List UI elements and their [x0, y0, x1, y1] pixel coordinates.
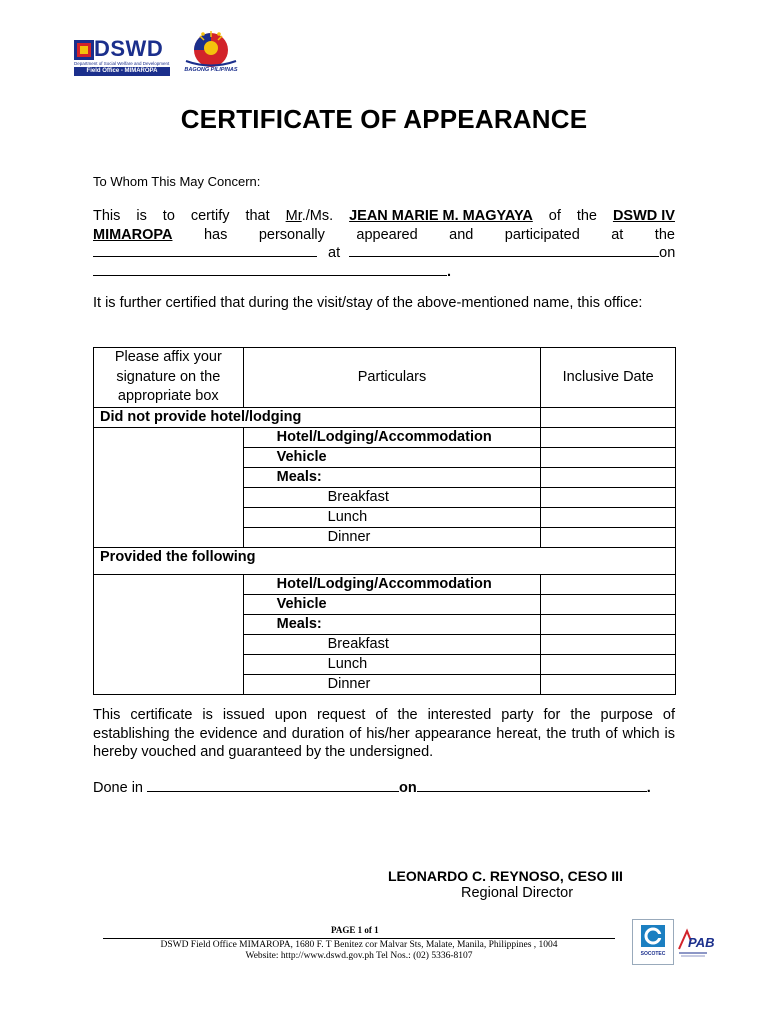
bagong-pilipinas-logo — [176, 28, 246, 78]
footer-divider — [103, 938, 615, 939]
appearee-name: JEAN MARIE M. MAGYAYA — [349, 208, 533, 224]
dswd-logo-text: DSWD — [94, 36, 164, 61]
signature-box[interactable] — [94, 574, 244, 694]
word: certify — [190, 208, 230, 224]
certify-line-3 — [93, 244, 675, 263]
particular-hotel: Hotel/Lodging/Accommodation — [243, 427, 541, 447]
header-inclusive-date: Inclusive Date — [541, 348, 676, 408]
word: at — [611, 226, 624, 243]
section-row — [94, 547, 676, 574]
table-row — [94, 574, 676, 594]
particular-lunch: Lunch — [243, 654, 541, 674]
date-cell[interactable] — [541, 674, 676, 694]
section-provided: Provided the following — [94, 547, 676, 574]
particular-hotel: Hotel/Lodging/Accommodation — [243, 574, 541, 594]
word: has — [203, 226, 228, 243]
honorific-mr: Mr — [285, 208, 302, 224]
particular-dinner: Dinner — [243, 527, 541, 547]
header-signature: Please affix your signature on the appropriate box — [94, 348, 244, 408]
page-number: PAGE 1 of 1 — [331, 925, 379, 935]
particular-breakfast: Breakfast — [243, 487, 541, 507]
date-cell[interactable] — [541, 614, 676, 634]
word: personally — [258, 226, 325, 243]
done-in-line — [93, 779, 651, 798]
period: . — [447, 263, 452, 280]
table-header-row — [94, 348, 676, 408]
footer-address-block — [103, 940, 615, 962]
dswd-field-office-label: Field Office - MIMAROPA — [74, 67, 170, 76]
certify-paragraph — [93, 207, 675, 281]
particular-meals: Meals: — [243, 614, 541, 634]
dswd-emblem-icon — [74, 40, 94, 60]
place-blank[interactable] — [147, 779, 399, 792]
word: of — [548, 208, 561, 224]
date-cell[interactable] — [541, 487, 676, 507]
date-cell[interactable] — [541, 594, 676, 614]
pab-accreditation-logo — [675, 921, 715, 961]
particular-meals: Meals: — [243, 467, 541, 487]
bagong-pilipinas-sun-icon — [176, 28, 246, 68]
word: to — [162, 208, 175, 224]
signature-box[interactable] — [94, 427, 244, 547]
issued-paragraph: This certificate is issued upon request of the interested party for the purpose of establishing the evidence and duration of his/her appearance hereat, the truth of which is hereby vouched and guaranteed by the undersigned. — [93, 707, 675, 760]
footer-address: DSWD Field Office MIMAROPA, 1680 F. T Benitez cor Malvar Sts, Malate, Manila, Philippines , 1004 — [160, 940, 558, 950]
venue-blank[interactable] — [349, 244, 659, 257]
done-in-label: Done in — [93, 780, 148, 796]
word: the — [654, 226, 675, 243]
date-cell[interactable] — [541, 527, 676, 547]
date-cell[interactable] — [541, 634, 676, 654]
header-particulars: Particulars — [243, 348, 541, 408]
section-row — [94, 407, 676, 427]
particular-vehicle: Vehicle — [243, 594, 541, 614]
socotec-certification-logo — [632, 919, 674, 965]
word: appeared — [356, 226, 418, 243]
date-cell[interactable] — [541, 467, 676, 487]
signatory-role: Regional Director — [461, 885, 574, 901]
date-blank[interactable] — [93, 263, 447, 276]
socotec-label: SOCOTEC — [640, 951, 666, 957]
footer-website: Website: http://www.dswd.gov.ph Tel Nos.: (02) 5336-8107 — [245, 951, 473, 961]
office-region: MIMAROPA — [93, 226, 173, 243]
date-cell[interactable] — [541, 427, 676, 447]
date-cell[interactable] — [541, 507, 676, 527]
activity-blank[interactable] — [93, 244, 317, 257]
honorific — [286, 207, 334, 226]
date-cell[interactable] — [541, 407, 676, 427]
word: is — [136, 208, 147, 224]
date-cell[interactable] — [541, 574, 676, 594]
signatory-name: LEONARDO C. REYNOSO, CESO III — [388, 868, 623, 884]
date-cell[interactable] — [541, 654, 676, 674]
dswd-logo — [70, 36, 174, 78]
dswd-logo-subtitle: Department of Social Welfare and Development — [74, 61, 170, 66]
particular-lunch: Lunch — [243, 507, 541, 527]
date-cell[interactable] — [541, 447, 676, 467]
bagong-pilipinas-text: BAGONG PILIPINAS — [184, 67, 238, 73]
certify-line-4 — [93, 263, 675, 282]
honorific-rest: ./Ms. — [301, 208, 334, 224]
period: . — [646, 780, 651, 796]
word: that — [245, 208, 270, 224]
done-date-blank[interactable] — [417, 779, 647, 792]
word: and — [449, 226, 474, 243]
on-label: on — [399, 780, 417, 796]
word: the — [576, 208, 597, 224]
certify-line-2 — [93, 226, 675, 245]
particular-vehicle: Vehicle — [243, 447, 541, 467]
further-certified-paragraph: It is further certified that during the visit/stay of the above-mentioned name, this office: — [93, 295, 643, 311]
pab-label: PAB — [688, 935, 715, 950]
word: on — [659, 245, 676, 261]
word: participated — [504, 226, 580, 243]
particular-dinner: Dinner — [243, 674, 541, 694]
document-title: CERTIFICATE OF APPEARANCE — [180, 104, 588, 134]
word: This — [93, 208, 121, 224]
office-name: DSWD IV — [612, 208, 675, 224]
particular-breakfast: Breakfast — [243, 634, 541, 654]
salutation: To Whom This May Concern: — [93, 174, 261, 189]
section-no-lodging: Did not provide hotel/lodging — [94, 407, 541, 427]
socotec-icon — [633, 920, 673, 950]
pab-icon — [675, 921, 715, 961]
certify-line-1 — [93, 207, 675, 226]
table-row — [94, 427, 676, 447]
appearance-table — [93, 347, 676, 695]
word: at — [328, 245, 341, 261]
